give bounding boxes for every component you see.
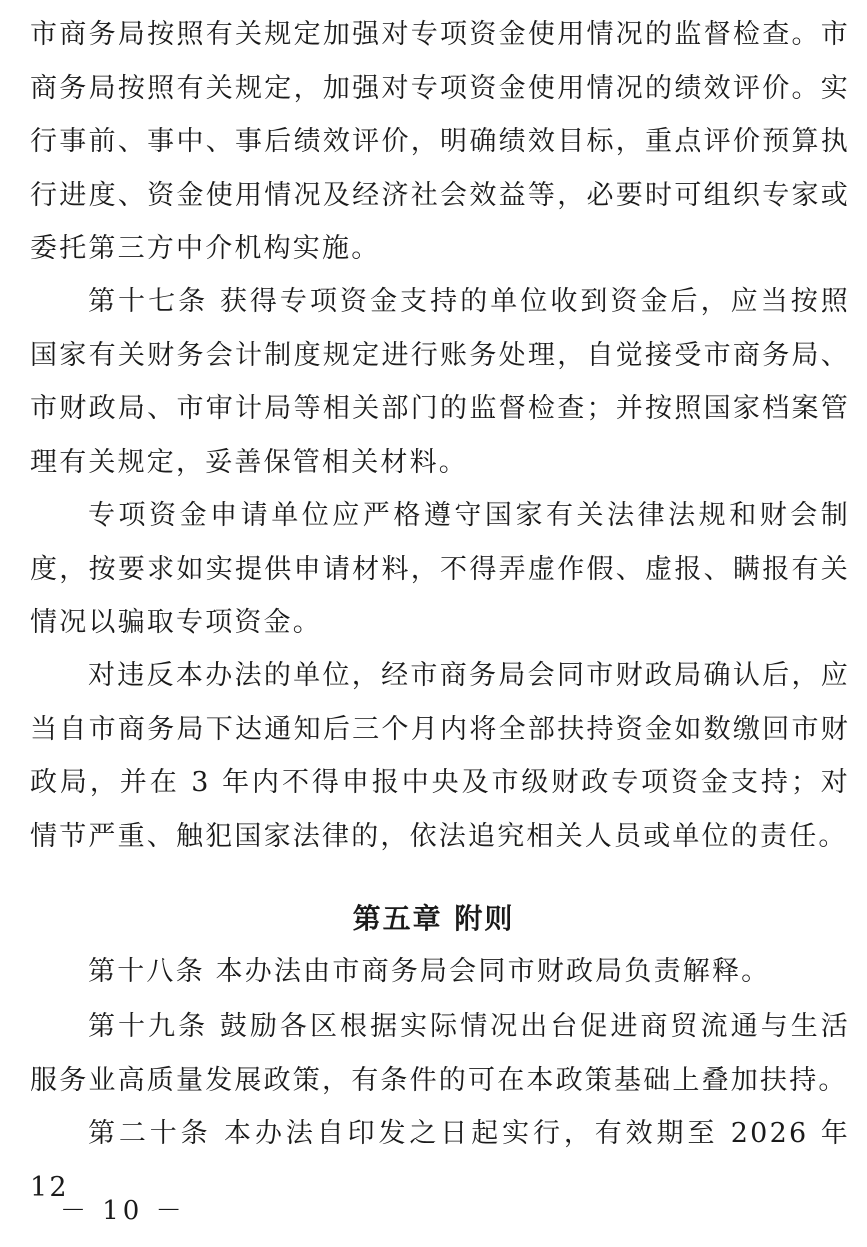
paragraph-article-19: 第十九条 鼓励各区根据实际情况出台促进商贸流通与生活服务业高质量发展政策，有条件的可在本政策基础上叠加扶持。 — [30, 1011, 850, 1096]
paragraph-article-20: 第二十条 本办法自印发之日起实行，有效期至 2026 年 12 — [30, 1118, 850, 1203]
paragraph-violation-penalty: 对违反本办法的单位，经市商务局会同市财政局确认后，应当自市商务局下达通知后三个月内将全部扶持资金如数缴回市财政局，并在 3 年内不得申报中央及市级财政专项资金支持；对情节严重、触犯国家法律的，依法追究相关人员或单位的责任。 — [30, 660, 850, 852]
paragraph-article-18: 第十八条 本办法由市商务局会同市财政局负责解释。 — [88, 956, 771, 987]
chapter-heading: 第五章 附则 — [352, 902, 515, 935]
page-number: － 10 － — [60, 1196, 186, 1226]
paragraph-article-17: 第十七条 获得专项资金支持的单位收到资金后，应当按照国家有关财务会计制度规定进行账务处理，自觉接受市商务局、市财政局、市审计局等相关部门的监督检查；并按照国家档案管理有关规定，妥善保管相关材料。 — [30, 286, 850, 478]
paragraph-applicant-compliance: 专项资金申请单位应严格遵守国家有关法律法规和财会制度，按要求如实提供申请材料，不得弄虚作假、虚报、瞒报有关情况以骗取专项资金。 — [30, 500, 850, 638]
paragraph-performance-evaluation: 市商务局按照有关规定加强对专项资金使用情况的监督检查。市商务局按照有关规定，加强对专项资金使用情况的绩效评价。实行事前、事中、事后绩效评价，明确绩效目标，重点评价预算执行进度、资金使用情况及经济社会效益等，必要时可组织专家或委托第三方中介机构实施。 — [30, 19, 850, 264]
